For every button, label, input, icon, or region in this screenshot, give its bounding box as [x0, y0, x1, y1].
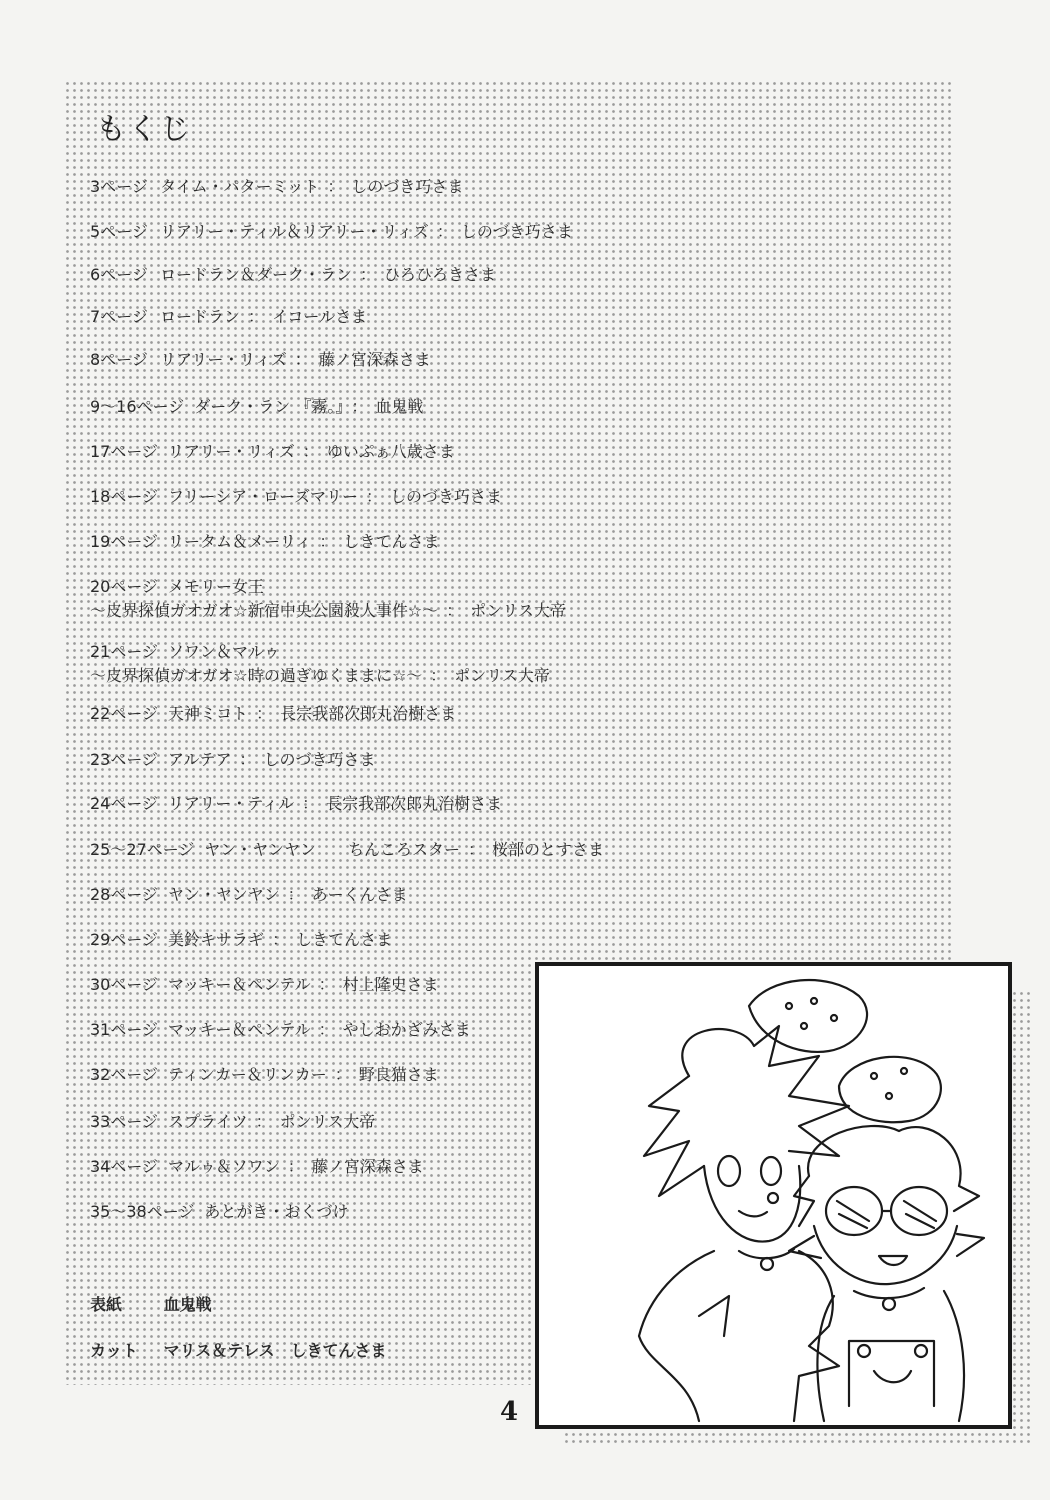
toc-entry: [90, 1200, 348, 1224]
entry-author: 血鬼戦: [375, 397, 424, 416]
entry-title: リアリー・リィズ: [168, 442, 295, 461]
entry-author: しのづき巧さま: [263, 750, 376, 769]
separator: ：: [318, 1020, 335, 1039]
separator: ：: [360, 265, 377, 284]
entry-page: 17ページ: [90, 442, 159, 461]
toc-entry: [90, 530, 439, 554]
separator: ：: [334, 1065, 351, 1084]
separator: ：: [302, 794, 319, 813]
separator: ：: [239, 750, 256, 769]
entry-title: ロードラン: [160, 307, 241, 326]
entry-page: 19ページ: [90, 532, 159, 551]
entry-title: ソワン＆マルゥ: [168, 642, 280, 661]
separator: ：: [327, 177, 344, 196]
separator: ：: [294, 350, 311, 369]
entry-page: 28ページ: [90, 885, 159, 904]
entry-author: やしおかざみさま: [342, 1020, 471, 1039]
credit-role: 表紙: [90, 1295, 123, 1314]
toc-entry: [90, 1155, 424, 1179]
entry-author: 桜部のとすさま: [491, 840, 604, 859]
separator: ：: [319, 532, 336, 551]
credit-cover: [90, 1292, 212, 1315]
strawberry-hat: [749, 980, 867, 1052]
separator: ：: [365, 487, 382, 506]
separator: ：: [446, 601, 463, 620]
toc-entry: [90, 305, 367, 329]
toc-entry: [90, 575, 566, 623]
separator: ：: [430, 666, 447, 685]
entry-page: 33ページ: [90, 1112, 159, 1131]
credit-role: カット: [90, 1341, 138, 1360]
entry-page: 8ページ: [90, 350, 148, 369]
toc-entry: [90, 395, 423, 419]
entry-author: 長宗我部次郎丸治樹さま: [280, 704, 457, 723]
toc-entry: [90, 485, 502, 509]
entry-title: 天神ミコト: [168, 704, 249, 723]
entry-page: 3ページ: [90, 177, 148, 196]
toc-entry: [90, 838, 604, 862]
entry-page: 23ページ: [90, 750, 159, 769]
entry-page: 9～16ページ: [90, 397, 185, 416]
entry-title: ヤン・ヤンヤン: [168, 885, 280, 904]
entry-subtitle: ちんころスター: [347, 840, 460, 859]
toc-entry: [90, 928, 392, 952]
toc-entry: [90, 792, 502, 816]
entry-page: 20ページ: [90, 577, 159, 596]
entry-title: ヤン・ヤンヤン: [204, 840, 316, 859]
separator: ：: [467, 840, 484, 859]
entry-author: ポンリス大帝: [279, 1112, 376, 1131]
toc-entry: [90, 175, 463, 199]
entry-author: しのづき巧さま: [351, 177, 464, 196]
separator: ：: [287, 885, 304, 904]
entry-title: 美鈴キサラギ: [168, 930, 265, 949]
entry-title: フリーシア・ローズマリー: [168, 487, 358, 506]
entry-title: マッキー＆ペンテル: [168, 975, 311, 994]
toc-entry: [90, 440, 455, 464]
entry-title: リアリー・ティル＆リアリー・リィズ: [160, 222, 429, 241]
separator: ：: [351, 397, 368, 416]
toc-entry: [90, 973, 439, 997]
separator: ：: [256, 704, 273, 723]
entry-title: タイム・パターミット: [160, 177, 320, 196]
entry-page: 34ページ: [90, 1157, 159, 1176]
entry-page: 5ページ: [90, 222, 148, 241]
entry-title: メモリー女王: [168, 577, 265, 596]
entry-page: 30ページ: [90, 975, 159, 994]
two-characters-drawing: [539, 966, 1008, 1425]
entry-title: ロードラン＆ダーク・ラン: [160, 265, 353, 284]
entry-page: 21ページ: [90, 642, 159, 661]
entry-page: 7ページ: [90, 307, 148, 326]
credit-text: マリス＆テレス しきてんさま: [163, 1341, 387, 1360]
separator: ：: [255, 1112, 272, 1131]
separator: ：: [248, 307, 265, 326]
toc-entry: [90, 1063, 439, 1087]
toc-entry: [90, 348, 431, 372]
entry-author: しきてんさま: [296, 930, 393, 949]
entry-title: ティンカー＆リンカー: [168, 1065, 327, 1084]
entry-author: イコールさま: [272, 307, 368, 326]
entry-author: しのづき巧さま: [460, 222, 573, 241]
separator: ：: [436, 222, 453, 241]
entry-title: マルゥ＆ソワン: [168, 1157, 280, 1176]
separator: ：: [287, 1157, 304, 1176]
credit-text: 血鬼戦: [163, 1295, 212, 1314]
entry-author: 長宗我部次郎丸治樹さま: [326, 794, 503, 813]
entry-author: ポンリス大帝: [470, 601, 566, 620]
entry-author: ポンリス大帝: [454, 666, 550, 685]
entry-subtitle: ～皮界探偵ガオガオ☆新宿中央公園殺人事件☆～: [90, 601, 439, 620]
entry-page: 32ページ: [90, 1065, 159, 1084]
entry-page: 29ページ: [90, 930, 159, 949]
entry-page: 18ページ: [90, 487, 159, 506]
separator: ：: [302, 442, 319, 461]
entry-page: 31ページ: [90, 1020, 159, 1039]
entry-page: 22ページ: [90, 704, 159, 723]
entry-page: 35～38ページ: [90, 1202, 195, 1221]
entry-author: 村上隆史さま: [342, 975, 439, 994]
entry-subtitle: ～皮界探偵ガオガオ☆時の過ぎゆくままに☆～: [90, 666, 423, 685]
character-illustration: [535, 962, 1012, 1429]
toc-entry: [90, 702, 456, 726]
entry-author: ゆいぷぁ八歳さま: [326, 442, 455, 461]
toc-entry: [90, 1110, 375, 1134]
separator: ：: [318, 975, 335, 994]
toc-entry: [90, 220, 573, 244]
entry-title: あとがき・おくづけ: [204, 1202, 349, 1221]
page-number: 4: [500, 1397, 519, 1427]
entry-author: 藤ノ宮深森さま: [311, 1157, 424, 1176]
toc-entry: [90, 640, 550, 688]
entry-author: ひろひろきさま: [384, 265, 497, 284]
entry-author: しきてんさま: [343, 532, 440, 551]
entry-page: 24ページ: [90, 794, 159, 813]
toc-entry: [90, 263, 496, 287]
entry-page: 25～27ページ: [90, 840, 195, 859]
toc-entry: [90, 1018, 471, 1042]
entry-author: しのづき巧さま: [389, 487, 502, 506]
toc-entry: [90, 748, 375, 772]
entry-author: 野良猫さま: [358, 1065, 439, 1084]
entry-title: アルテア: [168, 750, 232, 769]
toc-entry: [90, 883, 408, 907]
entry-title: スプライツ: [168, 1112, 248, 1131]
toc-title: もくじ: [96, 112, 192, 147]
entry-page: 6ページ: [90, 265, 148, 284]
entry-title: リータム＆メーリィ: [168, 532, 312, 551]
entry-author: あーくんさま: [311, 885, 408, 904]
entry-title: ダーク・ラン 『霧。』: [194, 397, 344, 416]
entry-title: マッキー＆ペンテル: [168, 1020, 311, 1039]
entry-title: リアリー・リィズ: [160, 350, 287, 369]
entry-title: リアリー・ティル: [168, 794, 295, 813]
separator: ：: [272, 930, 289, 949]
entry-author: 藤ノ宮深森さま: [318, 350, 431, 369]
separator: [324, 840, 340, 859]
credit-cut: [90, 1338, 386, 1361]
